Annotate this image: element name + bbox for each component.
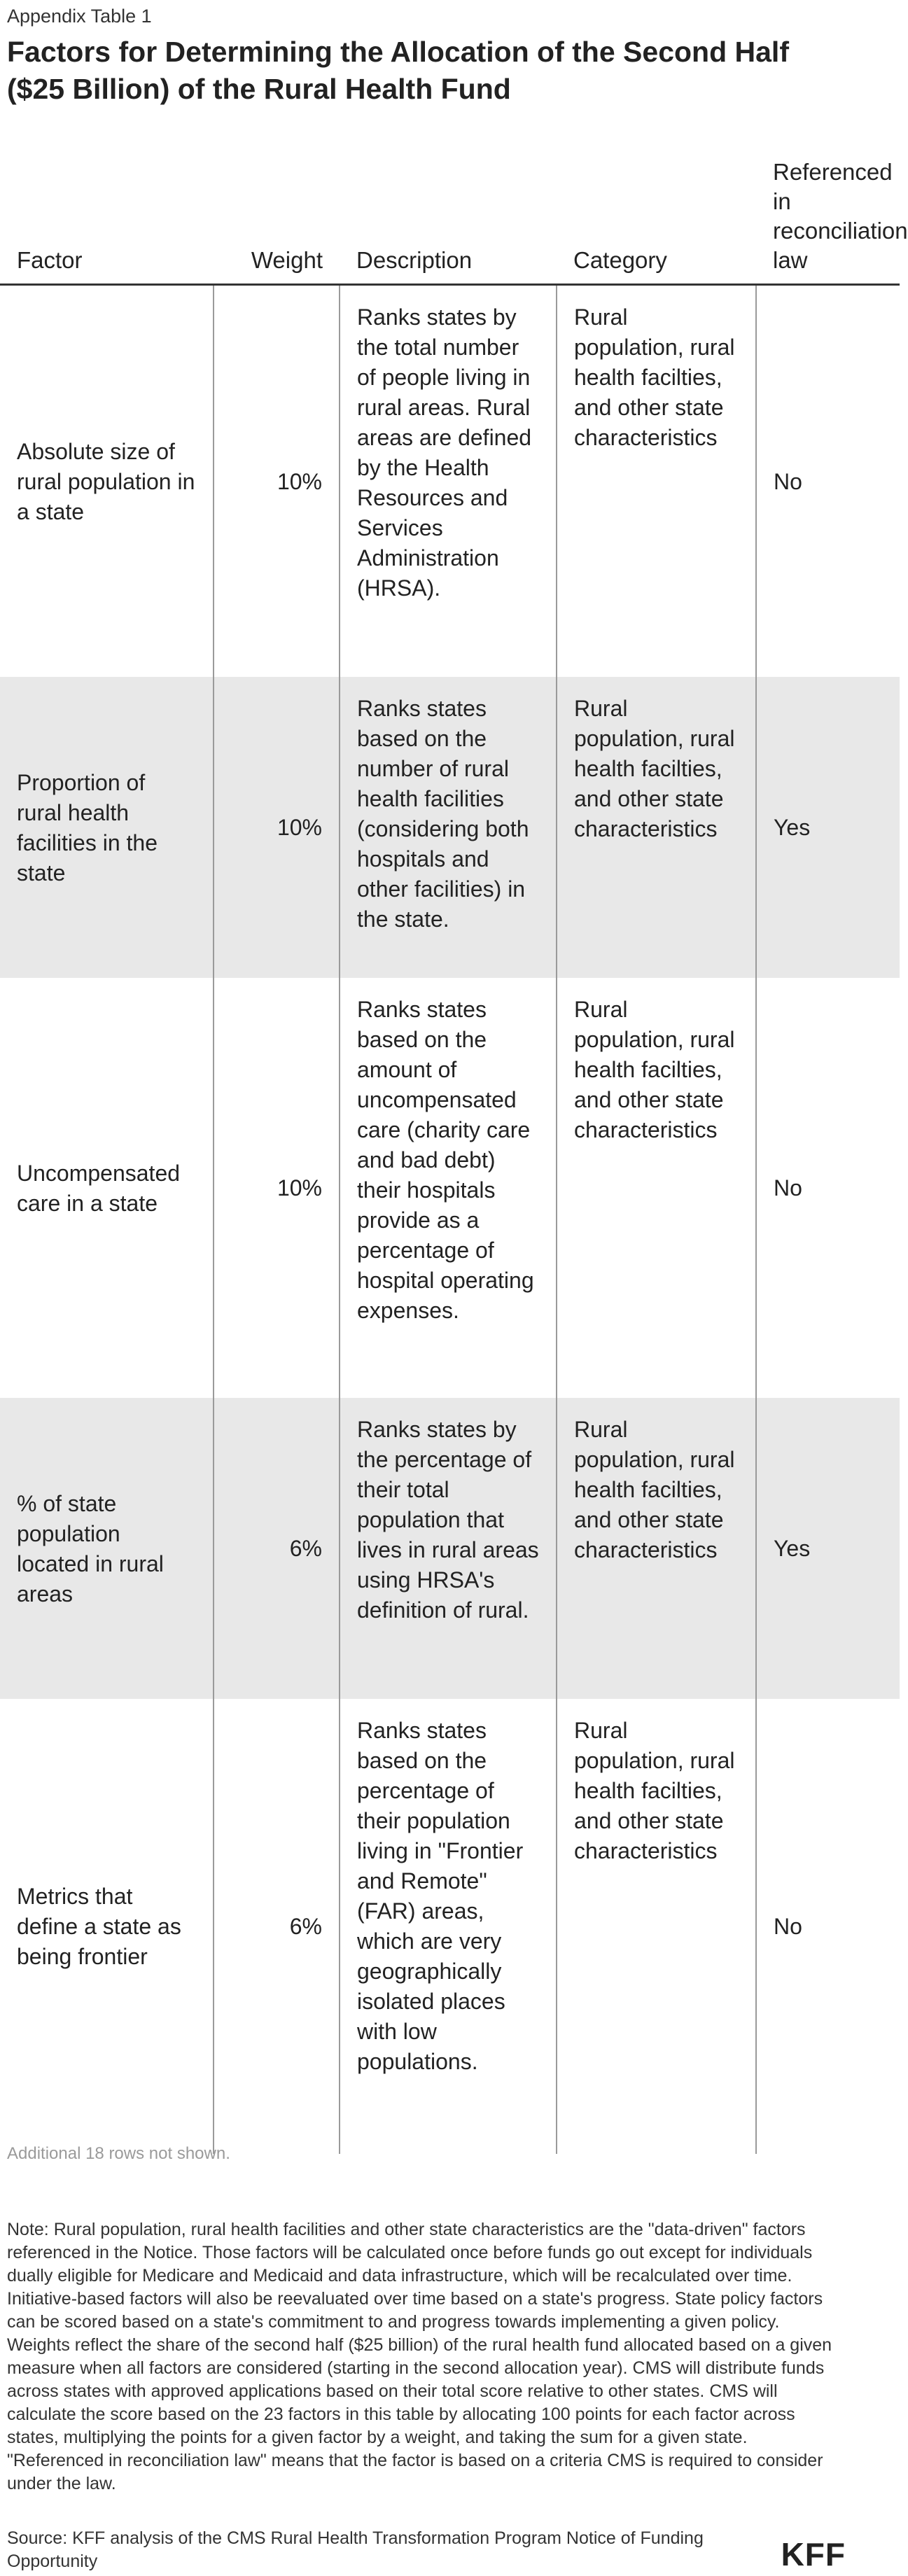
weight-cell: 6%	[214, 1398, 340, 1699]
factor-cell: Metrics that define a state as being frontier	[0, 1699, 214, 2154]
factor-cell: Proportion of rural health facilities in the state	[0, 677, 214, 978]
category-cell: Rural population, rural health facilties, and other state characteristics	[557, 1699, 756, 2154]
table-row	[0, 1699, 900, 2154]
column-header-description: Description	[340, 158, 557, 285]
category-cell: Rural population, rural health facilties, and other state characteristics	[557, 978, 756, 1398]
footnote: Note: Rural population, rural health facilities and other state characteristics are the "data-driven" factors referenced in the Notice. Those factors will be calculated once before funds go out except for individuals dually eligible for Medicare and Medicaid and data infrastructure, which will be recalculated over time. Initiative-based factors will also be reevaluated over time based on a state's progress. State policy factors can be scored based on a state's commitment to and progress towards implementing a given policy. Weights reflect the share of the second half ($25 billion) of the rural health fund allocated based on a given measure when all factors are considered (starting in the second allocation year). CMS will distribute funds across states with approved applications based on their total score relative to other states. CMS will calculate the score based on the 23 factors in this table by allocating 100 points for each factor across states, multiplying the points for a given factor by a weight, and taking the sum for a given state. "Referenced in reconciliation law" means that the factor is based on a criteria CMS is required to consider under the law.	[7, 2220, 832, 2493]
column-header-category: Category	[557, 158, 756, 285]
referenced-cell: No	[774, 468, 802, 494]
factor-cell: Uncompensated care in a state	[0, 978, 214, 1398]
category-cell: Rural population, rural health facilties, and other state characteristics	[557, 1398, 756, 1699]
more-rows-note: Additional 18 rows not shown.	[7, 2144, 230, 2163]
referenced-cell: No	[774, 1175, 802, 1200]
page-title: Factors for Determining the Allocation of the Second Half ($25 Billion) of the Rural Health Fund	[7, 36, 789, 105]
column-header-weight: Weight	[214, 158, 340, 285]
category-cell: Rural population, rural health facilties, and other state characteristics	[557, 677, 756, 978]
factor-cell: % of state population located in rural areas	[0, 1398, 214, 1699]
description-cell: Ranks states based on the amount of uncompensated care (charity care and bad debt) their hospitals provide as a percentage of hospital operating expenses.	[340, 978, 557, 1398]
source-note: Source: KFF analysis of the CMS Rural Health Transformation Program Notice of Funding Opportunity	[7, 2528, 704, 2571]
weight-cell: 10%	[214, 978, 340, 1398]
table-row	[0, 1398, 900, 1699]
table-row	[0, 677, 900, 978]
description-cell: Ranks states based on the number of rural health facilities (considering both hospitals and other facilities) in the state.	[340, 677, 557, 978]
description-cell: Ranks states by the percentage of their total population that lives in rural areas using HRSA's definition of rural.	[340, 1398, 557, 1699]
kff-logo: KFF	[781, 2536, 846, 2572]
referenced-cell: No	[774, 1914, 802, 1939]
factors-table	[0, 158, 908, 2154]
description-cell: Ranks states based on the percentage of their population living in "Frontier and Remote" (FAR) areas, which are very geographically isolated places with low populations.	[340, 1699, 557, 2154]
table-container[interactable]	[0, 158, 908, 2138]
table-row	[0, 978, 900, 1398]
weight-cell: 10%	[214, 677, 340, 978]
eyebrow-label: Appendix Table 1	[7, 6, 152, 27]
referenced-cell: Yes	[756, 1398, 900, 1699]
column-header-factor: Factor	[0, 158, 214, 285]
factor-cell: Absolute size of rural population in a state	[0, 285, 214, 677]
weight-cell: 10%	[214, 285, 340, 677]
column-header-referenced: Referenced in reconciliation law	[756, 158, 900, 285]
description-cell: Ranks states by the total number of people living in rural areas. Rural areas are defined by the Health Resources and Services Administration (HRSA).	[340, 285, 557, 677]
table-header-row	[0, 158, 900, 285]
weight-cell: 6%	[214, 1699, 340, 2154]
category-cell: Rural population, rural health facilties, and other state characteristics	[557, 285, 756, 677]
referenced-cell: Yes	[756, 677, 900, 978]
table-row	[0, 285, 900, 677]
